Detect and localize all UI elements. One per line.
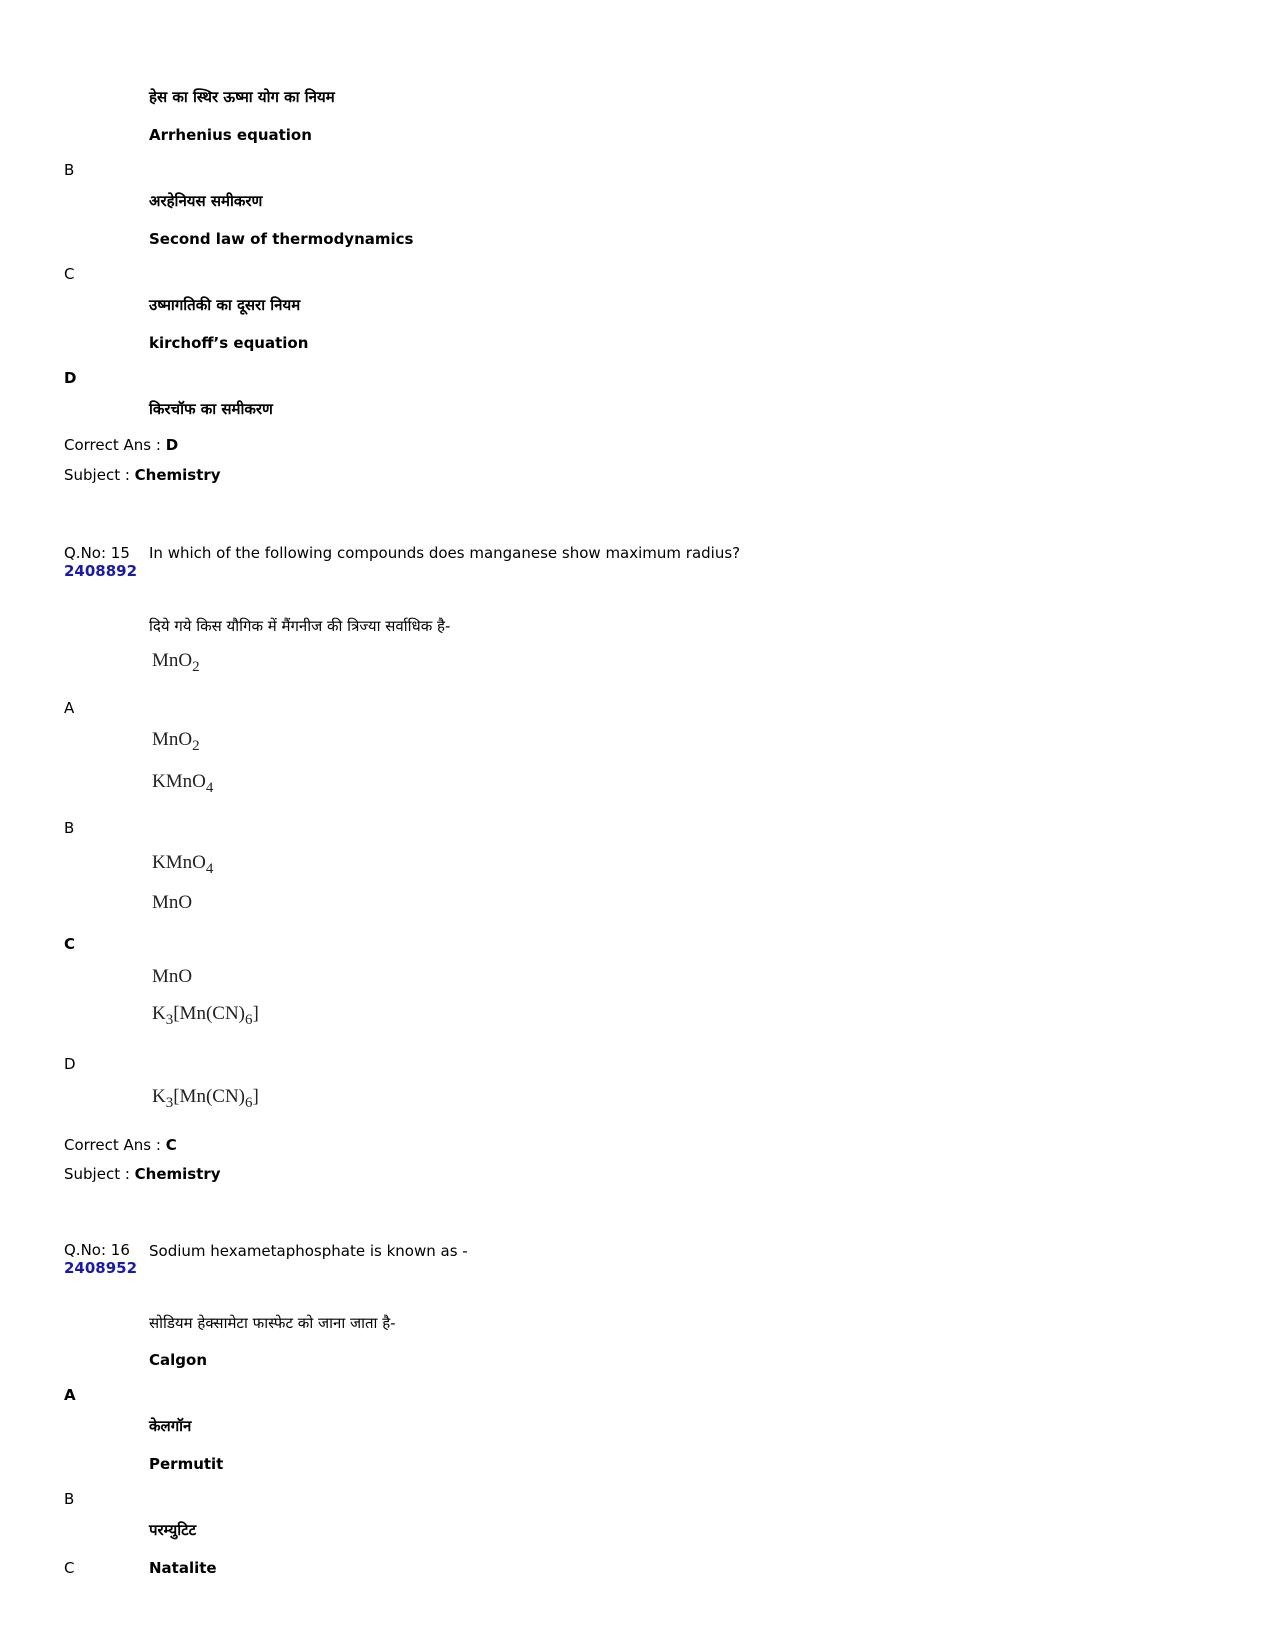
formula-text: [Mn(CN) [173, 1003, 246, 1024]
formula-text: K [152, 1003, 166, 1024]
q14-subject [64, 466, 221, 484]
q16-option-letter-b: B [64, 1490, 75, 1508]
q14-option-letter-c: C [64, 265, 75, 283]
correct-answer-value: D [165, 436, 179, 454]
q15-option-d-formula-hindi [152, 1086, 259, 1109]
formula-subscript: 4 [205, 780, 214, 796]
subject-label: Subject : [64, 1165, 135, 1183]
q14-option-b-english: Arrhenius equation [149, 126, 312, 144]
q16-question-id: 2408952 [64, 1259, 138, 1277]
q15-question-hindi: दिये गये किस यौगिक में मैंगनीज की त्रिज्या सर्वाधिक है- [149, 617, 451, 635]
q15-option-letter-a: A [64, 699, 75, 717]
q16-option-a-english: Calgon [149, 1351, 207, 1369]
q15-option-c-formula-hindi: MnO [152, 966, 193, 987]
q15-option-d-formula [152, 1003, 259, 1026]
q16-option-c-english: Natalite [149, 1559, 217, 1577]
q15-option-letter-d: D [64, 1055, 76, 1073]
subject-value: Chemistry [134, 1165, 221, 1183]
q15-question-english: In which of the following compounds does manganese show maximum radius? [149, 544, 741, 562]
q16-option-letter-a: A [64, 1386, 76, 1404]
q16-option-a-hindi: केलगॉन [149, 1417, 192, 1435]
q14-option-c-english: Second law of thermodynamics [149, 230, 414, 248]
q16-option-b-english: Permutit [149, 1455, 224, 1473]
formula-subscript: 2 [192, 738, 200, 754]
q14-option-c-hindi: उष्मागतिकी का दूसरा नियम [149, 296, 301, 314]
q15-option-c-formula: MnO [152, 892, 193, 913]
q15-subject [64, 1165, 221, 1183]
q14-option-d-hindi: किरचॉफ का समीकरण [149, 400, 273, 418]
q15-option-letter-c: C [64, 935, 76, 953]
q15-option-letter-b: B [64, 819, 75, 837]
q15-option-a-formula [152, 650, 200, 673]
q14-option-a-hindi: हेस का स्थिर ऊष्मा योग का नियम [149, 88, 335, 106]
q15-number: Q.No: 15 [64, 544, 130, 562]
q15-option-b-formula-hindi [152, 852, 213, 875]
q16-question-english: Sodium hexametaphosphate is known as - [149, 1242, 468, 1260]
formula-subscript: 3 [165, 1012, 174, 1028]
q16-question-hindi: सोडियम हेक्सामेटा फास्फेट को जाना जाता है- [149, 1314, 396, 1332]
q15-option-a-formula-hindi [152, 729, 200, 752]
formula-text: MnO [152, 729, 193, 750]
formula-subscript: 6 [245, 1095, 253, 1111]
correct-answer-label: Correct Ans : [64, 436, 166, 454]
correct-answer-value: C [165, 1136, 177, 1154]
formula-subscript: 3 [165, 1095, 174, 1111]
q16-option-letter-c: C [64, 1559, 75, 1577]
formula-text: K [152, 1086, 166, 1107]
formula-subscript: 2 [192, 659, 200, 675]
formula-subscript: 6 [245, 1012, 253, 1028]
formula-text: KMnO [152, 852, 206, 873]
q14-option-b-hindi: अरहेनियस समीकरण [149, 192, 263, 210]
q15-question-id: 2408892 [64, 562, 138, 580]
q16-option-b-hindi: परम्युटिट [149, 1521, 197, 1539]
correct-answer-label: Correct Ans : [64, 1136, 166, 1154]
q14-option-letter-d: D [64, 369, 77, 387]
formula-text: KMnO [152, 771, 206, 792]
subject-value: Chemistry [134, 466, 221, 484]
formula-text: ] [252, 1003, 259, 1024]
q14-option-d-english: kirchoff’s equation [149, 334, 309, 352]
formula-text: ] [252, 1086, 259, 1107]
q15-option-b-formula [152, 771, 213, 794]
q16-number: Q.No: 16 [64, 1241, 130, 1259]
q14-option-letter-b: B [64, 161, 75, 179]
formula-text: [Mn(CN) [173, 1086, 246, 1107]
q15-correct-answer [64, 1136, 177, 1154]
subject-label: Subject : [64, 466, 135, 484]
formula-text: MnO [152, 650, 193, 671]
q14-correct-answer [64, 436, 178, 454]
formula-subscript: 4 [205, 861, 214, 877]
